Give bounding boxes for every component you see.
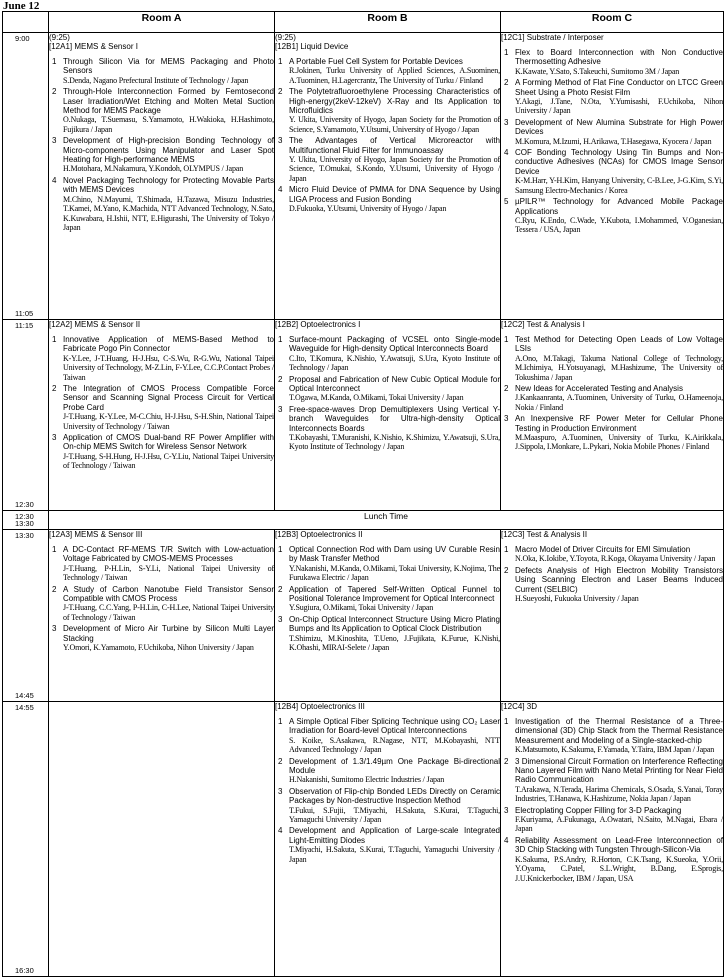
- paper-item: [501, 48, 723, 76]
- paper-authors: M.Chino, N.Mayumi, T.Shimada, H.Tazawa, Misuzu Industries, T.Kamei, M.Yano, K.Machida, NTT Advanced Technology, N.Sato, K.Kuwabara, H.Ishii, NTT, E.Higurashi, The University of Tokyo / Japan: [63, 194, 274, 232]
- paper-authors: Y.Nakanishi, M.Kanda, O.Mikami, Tokai University, K.Nojima, The Furukawa Electric / Japan: [289, 563, 500, 583]
- paper-item: [501, 118, 723, 146]
- paper-authors: T.Ogawa, M.Kanda, O.Mikami, Tokai University / Japan: [289, 393, 464, 403]
- session-heading: [12C1] Substrate / Interposer: [501, 33, 604, 42]
- time-block-row: [3, 530, 724, 702]
- schedule-table: [2, 11, 724, 977]
- session-cell: [501, 33, 724, 320]
- paper-number: 1: [278, 717, 283, 726]
- time-block-row: [3, 320, 724, 511]
- paper-number: 4: [278, 185, 283, 195]
- paper-item: [275, 87, 500, 134]
- paper-title: Development and Application of Large-scale Integrated Light-Emitting Diodes: [289, 826, 500, 845]
- paper-number: 1: [52, 57, 57, 66]
- paper-title: On-Chip Optical Interconnect Structure Using Micro Plating Bumps and Its Application to Optical Clock Distribution: [289, 614, 500, 634]
- paper-number: 1: [504, 48, 509, 57]
- paper-number: 3: [504, 805, 509, 815]
- paper-authors: K.Sakuma, P.S.Andry, R.Horton, C.K.Tsang, K.Sueoka, Y.Orii, Y.Oyama, C.Patel, S.L.Wright, B.Dang, E.Sprogis, J.U.Knickerbocker, IBM / Japan, USA: [515, 854, 723, 883]
- paper-title: Reliability Assessment on Lead-Free Interconnection of 3D Chip Stacking with Tungsten Through-Silicon-Via: [515, 835, 723, 855]
- paper-number: 3: [52, 433, 57, 443]
- paper-item: [275, 787, 500, 825]
- paper-title: Defects Analysis of High Electron Mobility Transistors Using Scanning Electron and Laser Beams Induced Current (SELBIC): [515, 565, 723, 594]
- time-block-row: [3, 702, 724, 977]
- start-time: 13:30: [15, 531, 34, 540]
- paper-item: [49, 335, 274, 382]
- start-time: 9:00: [15, 34, 30, 43]
- lunch-label: Lunch Time: [49, 511, 724, 530]
- paper-authors: T.Miyachi, H.Sakuta, S.Kurai, T.Taguchi, Yamaguchi University / Japan: [289, 845, 500, 864]
- paper-authors: C.Ryu, K.Endo, C.Wade, Y.Kubota, I.Mohammed, V.Oganesian, Tessera / USA, Japan: [515, 215, 723, 235]
- paper-authors: O.Nukaga, T.Suemasu, S.Yamamoto, H.Wakioka, H.Hashimoto, Fujikura / Japan: [63, 115, 274, 134]
- paper-title: Flex to Board Interconnection with Non Conductive Thermosetting Adhesive: [515, 48, 723, 67]
- session-cell: [275, 530, 501, 702]
- paper-title: Investigation of the Thermal Resistance of a Three-dimensional (3D) Chip Stack from the Thermal Resistance Measurement and Modeling of a Single-stacked-chip: [515, 717, 723, 745]
- paper-title: Development of High-precision Bonding Technology of Micro-components Using Manipulator and Laser Spot Heating for High-performance MEMS: [63, 136, 274, 165]
- date-heading: June 12: [3, 0, 40, 12]
- room-header-row: [3, 12, 724, 33]
- session-cell: [49, 530, 275, 702]
- session-heading: [12B3] Optoelectronics II: [275, 530, 363, 539]
- paper-list: [49, 57, 274, 232]
- paper-title: Electroplating Copper Filling for 3-D Packaging: [515, 805, 682, 815]
- paper-title: Free-space-waves Drop Demultiplexers Using Vertical Y-branch Waveguides for Ultra-high-density Optical Interconnects Boards: [289, 404, 500, 433]
- paper-item: [275, 585, 500, 613]
- paper-list: [275, 545, 500, 652]
- paper-title: Through Silicon Via for MEMS Packaging and Photo Sensors: [63, 57, 274, 76]
- session-cell: [275, 702, 501, 977]
- session-cell: [501, 702, 724, 977]
- paper-title: Observation of Flip-chip Bonded LEDs Directly on Ceramic Packages by Non-destructive Inspection Method: [289, 786, 500, 806]
- paper-item: [501, 717, 723, 755]
- paper-authors: D.Fukuoka, Y.Utsumi, University of Hyogo / Japan: [289, 204, 447, 214]
- session-heading: [12C2] Test & Analysis I: [501, 320, 585, 329]
- paper-item: [501, 148, 723, 195]
- paper-title: A Portable Fuel Cell System for Portable Devices: [289, 57, 463, 66]
- paper-authors: M.Maaspuro, A.Tuominen, University of Turku, K.Airikkala, J.Sippola, I.Monkare, L.Pykari, Nokia Mobile Phones / Finland: [515, 433, 723, 452]
- lunch-row: [3, 511, 724, 530]
- paper-item: [275, 335, 500, 373]
- paper-authors: Y.Sugiura, O.Mikami, Tokai University / Japan: [289, 603, 434, 613]
- room-c-header: Room C: [501, 12, 724, 33]
- paper-title: New Ideas for Accelerated Testing and Analysis: [515, 384, 683, 394]
- paper-title: Novel Packaging Technology for Protecting Movable Parts with MEMS Devices: [63, 175, 274, 195]
- paper-number: 2: [278, 374, 283, 384]
- paper-number: 1: [278, 57, 283, 66]
- paper-number: 2: [504, 565, 509, 575]
- paper-item: [501, 197, 723, 235]
- paper-item: [49, 624, 274, 652]
- start-time: 14:55: [15, 703, 34, 712]
- paper-number: 1: [504, 335, 509, 344]
- paper-title: Application of Tapered Self-Written Optical Funnel to Positional Tolerance Improvement for Optical Interconnect: [289, 584, 500, 604]
- time-cell: [3, 320, 49, 511]
- paper-number: 1: [52, 335, 57, 344]
- paper-authors: J-T.Huang, K-Y.Lee, M-C.Chiu, H-J.Hsu, S-H.Shin, National Taipei University of Technology / Taiwan: [63, 412, 274, 431]
- paper-authors: C.Ito, T.Komura, K.Nishio, Y.Awatsuji, S.Ura, Kyoto Institute of Technology / Japan: [289, 353, 500, 373]
- paper-authors: T.Fukui, S.Fujii, T.Miyachi, H.Sakuta, S.Kurai, T.Taguchi, Yamaguchi University / Japan: [289, 805, 500, 825]
- paper-item: [49, 57, 274, 85]
- paper-title: Proposal and Fabrication of New Cubic Optical Module for Optical Interconnect: [289, 374, 500, 394]
- paper-item: [49, 585, 274, 623]
- paper-authors: Y.Akagi, J.Tane, N.Ota, Y.Yumisashi, F.Uchikoba, Nihon University / Japan: [515, 97, 723, 116]
- paper-title: Optical Connection Rod with Dam using UV Curable Resin by Mask Transfer Method: [289, 545, 500, 564]
- paper-authors: K.Matsumoto, K.Sakuma, F.Yamada, Y.Taira, IBM Japan / Japan: [515, 745, 715, 755]
- paper-title: Innovative Application of MEMS-Based Method to Fabricate Pogo Pin Connector: [63, 335, 274, 354]
- paper-title: Test Method for Detecting Open Leads of Low Voltage LSIs: [515, 335, 723, 354]
- paper-number: 3: [504, 414, 509, 424]
- time-header-cell: [3, 12, 49, 33]
- session-heading: [12B4] Optoelectronics III: [275, 702, 365, 711]
- paper-title: Development of Micro Air Turbine by Silicon Multi Layer Stacking: [63, 624, 274, 643]
- paper-title: A Simple Optical Fiber Splicing Technique using CO₂ Laser Irradiation for Board-level Optical Interconnections: [289, 717, 500, 736]
- session-cell: [275, 33, 501, 320]
- paper-authors: J-T.Huang, S-H.Hung, H-J.Hsu, C-Y.Liu, National Taipei University of Technology / Taiwan: [63, 451, 274, 471]
- session-heading: [12A1] MEMS & Sensor I: [49, 42, 138, 51]
- paper-title: A Forming Method of Flat Fine Conductor on LTCC Green Sheet Using a Photo Resist Film: [515, 78, 723, 97]
- paper-number: 3: [278, 786, 283, 796]
- paper-number: 1: [278, 335, 283, 344]
- paper-authors: A.Ono, M.Takagi, Takuma National College of Technology, M.Ichimiya, H.Yotsuyanagi, M.Hashizume, The University of Tokushima / Japan: [515, 353, 723, 382]
- paper-authors: H.Sueyoshi, Fukuoka University / Japan: [515, 594, 639, 604]
- paper-number: 2: [278, 756, 283, 766]
- session-cell: [501, 320, 724, 511]
- paper-list: [275, 717, 500, 864]
- paper-number: 1: [504, 717, 509, 726]
- session-start-time: (9:25): [275, 33, 296, 42]
- paper-item: [49, 545, 274, 583]
- paper-authors: J-T.Huang, C.C.Yang, P-H.Lin, C-H.Lee, National Taipei University of Technology / Taiwan: [63, 603, 274, 622]
- paper-authors: T.Arakawa, N.Terada, Harima Chemicals, S.Osada, S.Yanai, Toray Industries, T.Hanawa, K.Hashizume, Nokia Japan / Japan: [515, 784, 723, 804]
- session-cell: [501, 530, 724, 702]
- paper-title: A Study of Carbon Nanotube Field Transistor Sensor Compatible with CMOS Process: [63, 584, 274, 604]
- start-time: 11:15: [15, 321, 34, 330]
- paper-item: [501, 335, 723, 382]
- end-time: 12:30: [15, 500, 34, 509]
- time-cell: [3, 530, 49, 702]
- paper-authors: K.Kawate, Y.Sato, S.Takeuchi, Sumitomo 3M / Japan: [515, 66, 680, 76]
- room-a-header: Room A: [49, 12, 275, 33]
- paper-authors: S. Koike, S.Asakawa, R.Nagase, NTT, M.Kobayashi, NTT Advanced Technology / Japan: [289, 735, 500, 755]
- paper-item: [275, 57, 500, 85]
- paper-item: [49, 87, 274, 134]
- paper-authors: S.Denda, Nagano Prefectural Institute of Technology / Japan: [63, 75, 249, 85]
- time-cell: [3, 511, 49, 530]
- paper-number: 2: [52, 87, 57, 97]
- paper-authors: Y. Ukita, University of Hyogo, Japan Society for the Promotion of Science, S.Yamamoto, Y.Utsumi, University of Hyogo / Japan: [289, 115, 500, 134]
- paper-authors: K-M.Harr, Y-H.Kim, Hanyang University, C-B.Lee, J-G.Kim, S.Yi, Samsung Electro-Mechanics / Korea: [515, 176, 723, 195]
- session-heading: [12B1] Liquid Device: [275, 42, 349, 51]
- paper-authors: Y. Ukita, University of Hyogo, Japan Society for the Promotion of Science, T.Omukai, S.Kondo, Y.Utsumi, University of Hyogo / Japan: [289, 155, 500, 183]
- paper-authors: F.Kuriyama, A.Fukunaga, A.Owatari, N.Saito, M.Nagai, Ebara / Japan: [515, 815, 723, 834]
- session-heading: [12C4] 3D: [501, 702, 538, 711]
- paper-list: [49, 335, 274, 471]
- paper-list: [275, 57, 500, 214]
- paper-number: 2: [52, 384, 57, 394]
- paper-number: 1: [278, 545, 283, 554]
- paper-item: [501, 78, 723, 116]
- paper-item: [275, 545, 500, 583]
- session-start-time: (9:25): [49, 33, 70, 42]
- session-cell: [49, 320, 275, 511]
- end-time: 11:05: [15, 309, 34, 318]
- paper-number: 2: [504, 756, 509, 766]
- paper-item: [501, 806, 723, 834]
- paper-title: Development of New Alumina Substrate for High Power Devices: [515, 117, 723, 137]
- paper-item: [501, 545, 723, 564]
- paper-number: 4: [278, 826, 283, 836]
- paper-item: [501, 414, 723, 452]
- paper-number: 4: [504, 835, 509, 845]
- paper-list: [501, 545, 723, 603]
- paper-item: [275, 405, 500, 452]
- schedule-body: [3, 33, 724, 977]
- paper-item: [501, 836, 723, 883]
- paper-item: [275, 136, 500, 183]
- session-heading: [12A2] MEMS & Sensor II: [49, 320, 141, 329]
- paper-authors: T.Kobayashi, T.Muranishi, K.Nishio, K.Shimizu, Y.Awatsuji, S.Ura, Kyoto Institute of Technology / Japan: [289, 433, 500, 452]
- paper-list: [275, 335, 500, 452]
- paper-title: The Advantages of Vertical Microreactor with Multifunctional Fluid Filter for Immunoassay: [289, 136, 500, 155]
- paper-title: An Inexpensive RF Power Meter for Cellular Phone Testing in Production Environment: [515, 414, 723, 433]
- paper-authors: J-T.Huang, P-H.Lin, S-Y.Li, National Taipei University of Technology / Taiwan: [63, 563, 274, 583]
- session-cell: [275, 320, 501, 511]
- paper-number: 3: [278, 404, 283, 414]
- time-block-row: [3, 33, 724, 320]
- paper-title: The Integration of CMOS Process Compatible Force Sensor and Scanning Signal Process Circuit for Vertical Probe Card: [63, 384, 274, 412]
- time-cell: [3, 702, 49, 977]
- session-heading: [12B2] Optoelectronics I: [275, 320, 361, 329]
- paper-number: 2: [278, 584, 283, 594]
- paper-list: [501, 335, 723, 452]
- paper-authors: N.Oka, K.Iokibe, Y.Toyota, R.Koga, Okayama University / Japan: [515, 554, 716, 564]
- paper-authors: R.Jokinen, Turku University of Applied Sciences, A.Suominen, A.Tuominen, H.Lagercrantz, The University of Turku / Finland: [289, 66, 500, 85]
- paper-title: Surface-mount Packaging of VCSEL onto Single-mode Waveguide for High-density Optical Interconnects Board: [289, 335, 500, 354]
- paper-authors: J.Kankaanranta, A.Tuominen, University of Turku, O.Hameenoja, Nokia / Finland: [515, 393, 723, 412]
- paper-number: 3: [278, 614, 283, 624]
- paper-number: 3: [52, 624, 57, 634]
- paper-item: [501, 757, 723, 804]
- paper-authors: T.Shimizu, M.Kinoshita, T.Ueno, J.Fujikata, K.Furue, K.Nishi, K.Ohashi, MIRAI-Selete / Japan: [289, 633, 500, 653]
- start-time: 12:30: [15, 512, 34, 521]
- session-cell: [49, 33, 275, 320]
- paper-item: [501, 384, 723, 412]
- paper-title: COF Bonding Technology Using Tin Bumps and Non-conductive Adhesives (NCAs) for CMOS Image Sensor Device: [515, 148, 723, 176]
- paper-authors: K-Y.Lee, J-T.Huang, H-J.Hsu, C-S.Wu, R-G.Wu, National Taipei University of Technology, M-Z.Lin, F-Y.Lee, C.C.P.Contact Probes / Taiwan: [63, 353, 274, 382]
- end-time: 13:30: [15, 519, 34, 528]
- paper-item: [49, 384, 274, 431]
- paper-number: 5: [504, 197, 509, 207]
- paper-number: 3: [504, 117, 509, 127]
- session-cell: [49, 702, 275, 977]
- paper-title: The Polytetrafluoroethylene Processing Characteristics of High-energy(2keV-12keV) X-Ray and Its Application to Microfluidics: [289, 87, 500, 116]
- paper-number: 3: [52, 136, 57, 146]
- paper-item: [275, 717, 500, 755]
- paper-title: µPILR™ Technology for Advanced Mobile Package Applications: [515, 197, 723, 216]
- paper-title: Development of 1.3/1.49µm One Package Bi-directional Module: [289, 756, 500, 776]
- paper-title: Micro Fluid Device of PMMA for DNA Sequence by Using LIGA Process and Fusion Bonding: [289, 185, 500, 204]
- paper-list: [501, 717, 723, 883]
- paper-title: Application of CMOS Dual-band RF Power Amplifier with On-chip MEMS Switch for Wireless Sensor Network: [63, 433, 274, 452]
- paper-number: 1: [504, 545, 509, 554]
- paper-title: A DC-Contact RF-MEMS T/R Switch with Low-actuation Voltage Fabricated by CMOS-MEMS Processes: [63, 545, 274, 564]
- paper-item: [49, 176, 274, 232]
- paper-authors: H.Motohara, M.Nakamura, Y.Kondoh, OLYMPUS / Japan: [63, 164, 244, 174]
- paper-title: Through-Hole Interconnection Formed by Femtosecond Laser Irradiation/Wet Etching and Molten Metal Suction Method for MEMS Package: [63, 87, 274, 116]
- paper-authors: M.Komura, M.Izumi, H.Arikawa, T.Hasegawa, Kyocera / Japan: [515, 136, 712, 146]
- paper-authors: Y.Omori, K.Yamamoto, F.Uchikoba, Nihon University / Japan: [63, 643, 254, 653]
- paper-number: 2: [504, 384, 509, 394]
- paper-list: [501, 48, 723, 235]
- paper-list: [49, 545, 274, 652]
- paper-item: [275, 375, 500, 403]
- paper-title: Macro Model of Driver Circuits for EMI Simulation: [515, 545, 691, 554]
- end-time: 14:45: [15, 691, 34, 700]
- time-cell: [3, 33, 49, 320]
- session-heading: [12A3] MEMS & Sensor III: [49, 530, 143, 539]
- room-b-header: Room B: [275, 12, 501, 33]
- paper-item: [275, 757, 500, 785]
- session-heading: [12C3] Test & Analysis II: [501, 530, 588, 539]
- paper-number: 4: [52, 175, 57, 185]
- paper-item: [275, 826, 500, 864]
- paper-number: 3: [278, 136, 283, 146]
- paper-number: 1: [52, 545, 57, 554]
- paper-item: [49, 136, 274, 174]
- paper-item: [275, 185, 500, 213]
- paper-number: 2: [278, 87, 283, 97]
- paper-item: [49, 433, 274, 471]
- end-time: 16:30: [15, 966, 34, 975]
- paper-title: 3 Dimensional Circuit Formation on Interference Reflecting Nano Layered Film with Nano Metal Printing for Near Field Radio Communication: [515, 756, 723, 785]
- paper-number: 4: [504, 148, 509, 158]
- paper-authors: H.Nakanishi, Sumitomo Electric Industries / Japan: [289, 775, 445, 785]
- paper-number: 2: [504, 78, 509, 88]
- paper-item: [501, 566, 723, 604]
- paper-number: 2: [52, 584, 57, 594]
- paper-item: [275, 615, 500, 653]
